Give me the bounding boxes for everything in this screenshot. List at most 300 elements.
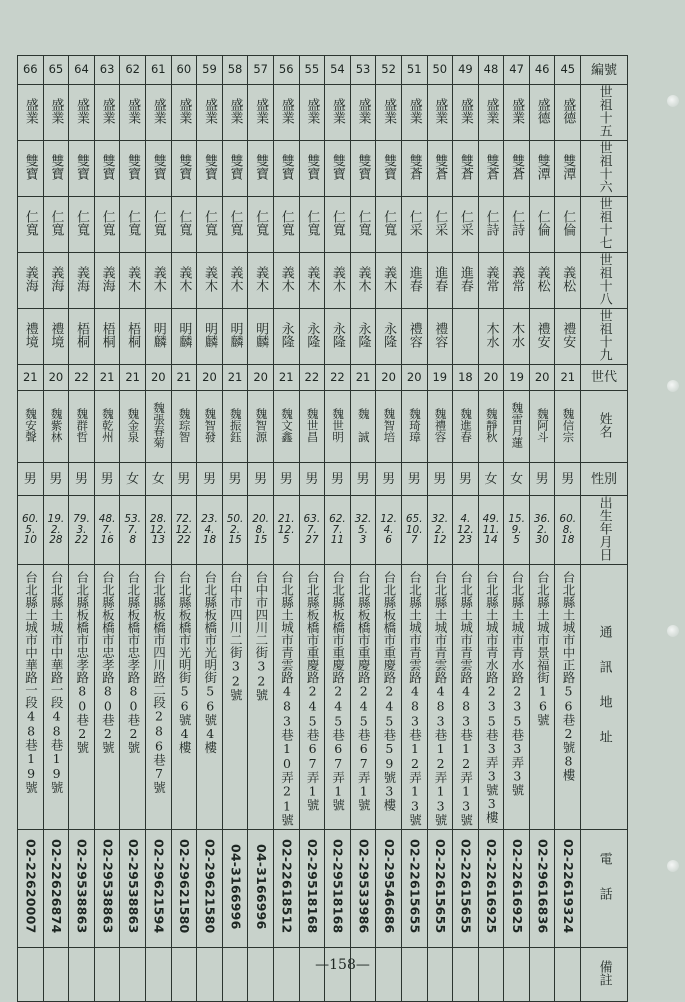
cell-sex xyxy=(376,463,402,496)
genealogy-register-table xyxy=(17,55,628,1002)
value-gen15: 盛業 xyxy=(22,98,38,124)
cell-name xyxy=(504,391,530,463)
cell-sex xyxy=(197,463,223,496)
value-generation: 21 xyxy=(560,369,576,384)
value-generation: 21 xyxy=(355,369,371,384)
cell-gen15 xyxy=(43,85,69,141)
cell-gen18 xyxy=(325,253,351,309)
cell-gen18 xyxy=(478,253,504,309)
cell-gen19 xyxy=(94,309,120,365)
value-phone: 02-29538863 xyxy=(100,839,116,934)
value-gen16: 雙潭 xyxy=(534,154,550,180)
cell-gen19 xyxy=(427,309,453,365)
cell-sex xyxy=(171,463,197,496)
cell-gen19 xyxy=(197,309,223,365)
cell-gen17 xyxy=(453,197,479,253)
value-gen16: 雙寶 xyxy=(304,154,320,180)
value-gen18: 義松 xyxy=(560,266,576,292)
value-address: 台中市四川二街32號 xyxy=(228,571,244,701)
cell-address xyxy=(273,565,299,830)
cell-address xyxy=(504,565,530,830)
birth-m: 4. xyxy=(204,523,215,536)
value-number: 49 xyxy=(458,62,473,77)
cell-gen17 xyxy=(504,197,530,253)
birth-y: 21. xyxy=(277,513,295,526)
birth-d: 18 xyxy=(202,534,217,547)
value-gen16: 雙寶 xyxy=(176,154,192,180)
cell-generation xyxy=(299,365,325,391)
cell-gen18 xyxy=(504,253,530,309)
value-number: 61 xyxy=(150,62,166,77)
value-gen19: 木水 xyxy=(509,322,525,348)
value-address: 台北縣板橋市四川路二段286巷7號 xyxy=(151,571,167,794)
cell-address xyxy=(325,565,351,830)
value-gen15: 盛業 xyxy=(278,98,294,124)
cell-address xyxy=(171,565,197,830)
cell-gen18 xyxy=(453,253,479,309)
cell-gen17 xyxy=(69,197,95,253)
cell-generation xyxy=(453,365,479,391)
page-number: —158— xyxy=(315,957,370,973)
value-gen15: 盛業 xyxy=(73,98,89,124)
value-gen19: 禮境 xyxy=(48,322,64,348)
value-number: 46 xyxy=(534,62,550,77)
cell-note xyxy=(325,947,351,1001)
cell-name xyxy=(427,391,453,463)
value-gen17: 仁寬 xyxy=(48,210,64,236)
row-number xyxy=(18,56,628,85)
cell-birth xyxy=(18,496,44,565)
cell-address xyxy=(555,565,581,830)
value-name: 魏乾州 xyxy=(100,408,115,443)
cell-gen19 xyxy=(401,309,427,365)
value-gen19: 永隆 xyxy=(355,322,371,348)
cell-birth xyxy=(273,496,299,565)
cell-name xyxy=(478,391,504,463)
cell-gen18 xyxy=(43,253,69,309)
cell-number xyxy=(401,56,427,85)
cell-gen16 xyxy=(18,141,44,197)
birth-y: 60. xyxy=(21,513,39,526)
value-number: 60 xyxy=(176,62,192,77)
value-gen18: 義木 xyxy=(329,266,345,292)
cell-gen15 xyxy=(273,85,299,141)
cell-birth xyxy=(478,496,504,565)
cell-generation xyxy=(197,365,223,391)
cell-gen15 xyxy=(197,85,223,141)
cell-number xyxy=(145,56,171,85)
value-sex: 男 xyxy=(49,471,63,487)
value-address: 台北縣板橋市重慶路245巷67弄1號 xyxy=(356,571,372,811)
value-number: 51 xyxy=(406,62,422,77)
value-address: 台北縣土城市景福街16號 xyxy=(535,571,551,726)
cell-generation xyxy=(350,365,376,391)
birth-d: 10 xyxy=(23,534,37,547)
cell-gen16 xyxy=(453,141,479,197)
cell-address xyxy=(376,565,402,830)
birth-d: 14 xyxy=(484,534,498,547)
cell-gen16 xyxy=(197,141,223,197)
cell-address xyxy=(43,565,69,830)
value-number: 56 xyxy=(278,62,294,77)
header-gen16 xyxy=(581,141,628,197)
cell-address xyxy=(299,565,325,830)
cell-gen17 xyxy=(18,197,44,253)
cell-gen19 xyxy=(43,309,69,365)
value-address: 台中市四川二街32號 xyxy=(253,571,269,701)
cell-gen15 xyxy=(145,85,171,141)
value-gen17: 仁寬 xyxy=(125,210,141,236)
value-gen18: 義常 xyxy=(483,266,499,292)
value-gen16: 雙寶 xyxy=(381,154,397,180)
cell-generation xyxy=(427,365,453,391)
cell-birth xyxy=(299,496,325,565)
cell-gen16 xyxy=(325,141,351,197)
cell-phone xyxy=(299,829,325,947)
cell-gen18 xyxy=(171,253,197,309)
cell-gen15 xyxy=(325,85,351,141)
birth-d: 7 xyxy=(410,534,418,547)
cell-gen16 xyxy=(273,141,299,197)
cell-phone xyxy=(350,829,376,947)
value-address: 台北縣板橋市忠孝路80巷2號 xyxy=(125,571,141,754)
value-sex: 男 xyxy=(433,471,447,487)
value-number: 63 xyxy=(99,62,115,77)
value-sex: 女 xyxy=(510,471,524,487)
value-gen18: 義海 xyxy=(99,266,115,292)
header-label: 世代 xyxy=(591,370,618,385)
cell-gen18 xyxy=(120,253,146,309)
cell-generation xyxy=(401,365,427,391)
value-gen16: 雙寶 xyxy=(329,154,345,180)
cell-number xyxy=(120,56,146,85)
cell-gen15 xyxy=(350,85,376,141)
cell-birth xyxy=(145,496,171,565)
value-gen15: 盛業 xyxy=(304,98,320,124)
cell-note xyxy=(248,947,274,1001)
birth-m: 2. xyxy=(434,523,445,536)
value-name: 魏群哲 xyxy=(75,408,90,443)
cell-name xyxy=(453,391,479,463)
cell-name xyxy=(325,391,351,463)
cell-gen19 xyxy=(504,309,530,365)
row-birth xyxy=(18,496,628,565)
value-phone: 02-22626874 xyxy=(49,839,65,934)
cell-address xyxy=(120,565,146,830)
value-name: 魏靜秋 xyxy=(484,408,499,443)
value-phone: 02-22616925 xyxy=(509,839,525,934)
value-gen16: 雙寶 xyxy=(253,154,269,180)
row-note xyxy=(18,947,628,1001)
cell-note xyxy=(94,947,120,1001)
cell-gen19 xyxy=(120,309,146,365)
cell-birth xyxy=(529,496,555,565)
cell-phone xyxy=(453,829,479,947)
value-generation: 20 xyxy=(150,369,166,384)
birth-y: 32. xyxy=(431,513,449,526)
cell-phone xyxy=(427,829,453,947)
birth-d: 12 xyxy=(433,534,447,547)
cell-address xyxy=(222,565,248,830)
value-address: 台北縣土城市青雲路483巷10弄21號 xyxy=(279,571,295,826)
cell-number xyxy=(453,56,479,85)
cell-gen15 xyxy=(555,85,581,141)
cell-gen15 xyxy=(248,85,274,141)
value-gen19: 梧桐 xyxy=(73,322,89,348)
value-gen19: 梧桐 xyxy=(125,322,141,348)
cell-birth xyxy=(222,496,248,565)
value-gen18: 義木 xyxy=(176,266,192,292)
binding-hole xyxy=(667,625,679,637)
value-gen17: 仁寬 xyxy=(355,210,371,236)
birth-d: 16 xyxy=(100,534,114,547)
value-gen19: 明麟 xyxy=(176,322,192,348)
value-address: 台北縣土城市青水路235巷3弄3號3樓 xyxy=(484,571,500,824)
binding-hole xyxy=(667,860,679,872)
cell-gen17 xyxy=(325,197,351,253)
value-gen18: 義木 xyxy=(253,266,269,292)
value-address: 台北縣板橋市忠孝路80巷2號 xyxy=(100,571,116,754)
cell-gen16 xyxy=(529,141,555,197)
cell-gen16 xyxy=(145,141,171,197)
cell-gen18 xyxy=(529,253,555,309)
cell-gen19 xyxy=(69,309,95,365)
value-gen18: 義木 xyxy=(150,266,166,292)
cell-number xyxy=(248,56,274,85)
cell-note xyxy=(145,947,171,1001)
value-name: 魏阿斗 xyxy=(535,408,550,443)
value-phone: 02-22615655 xyxy=(433,839,449,934)
cell-note xyxy=(222,947,248,1001)
cell-name xyxy=(273,391,299,463)
cell-gen15 xyxy=(453,85,479,141)
value-address: 台北縣土城市青水路235巷3弄3號 xyxy=(509,571,525,796)
value-name: 魏紫林 xyxy=(49,408,64,443)
birth-d: 30 xyxy=(535,534,549,547)
cell-birth xyxy=(453,496,479,565)
cell-gen15 xyxy=(299,85,325,141)
row-generation xyxy=(18,365,628,391)
value-name: 魏琮智 xyxy=(177,408,192,443)
cell-gen19 xyxy=(18,309,44,365)
cell-name xyxy=(145,391,171,463)
value-gen15: 盛業 xyxy=(201,98,217,124)
value-address: 台北縣土城市中華路一段48巷19號 xyxy=(23,571,39,794)
value-gen16: 雙寶 xyxy=(48,154,64,180)
cell-gen19 xyxy=(376,309,402,365)
value-phone: 02-22620007 xyxy=(23,839,39,934)
cell-number xyxy=(197,56,223,85)
value-number: 55 xyxy=(304,62,320,77)
birth-m: 7. xyxy=(127,523,138,536)
header-label: 通訊地址 xyxy=(596,625,612,766)
value-phone: 02-29518168 xyxy=(305,839,321,934)
value-gen15: 盛業 xyxy=(227,98,243,124)
value-name: 魏智源 xyxy=(254,408,269,443)
value-sex: 男 xyxy=(305,471,319,487)
cell-number xyxy=(427,56,453,85)
cell-address xyxy=(427,565,453,830)
cell-phone xyxy=(248,829,274,947)
birth-m: 12. xyxy=(457,523,474,536)
value-gen16: 雙寶 xyxy=(201,154,217,180)
header-label: 世祖十六 xyxy=(596,141,612,193)
value-generation: 20 xyxy=(48,369,64,384)
cell-generation xyxy=(18,365,44,391)
cell-name xyxy=(350,391,376,463)
value-phone: 02-22616925 xyxy=(484,839,500,934)
value-generation: 22 xyxy=(330,369,345,384)
value-generation: 22 xyxy=(74,369,89,384)
header-label: 編號 xyxy=(591,62,618,78)
cell-name xyxy=(197,391,223,463)
cell-generation xyxy=(529,365,555,391)
header-label: 世祖十七 xyxy=(596,197,612,249)
value-sex: 男 xyxy=(177,471,191,487)
cell-phone xyxy=(18,829,44,947)
cell-gen18 xyxy=(299,253,325,309)
birth-m: 4. xyxy=(383,523,394,536)
value-gen18: 義海 xyxy=(73,266,89,292)
cell-note xyxy=(120,947,146,1001)
header-gen15 xyxy=(581,85,628,141)
birth-m: 10. xyxy=(405,523,423,536)
cell-phone xyxy=(555,829,581,947)
value-phone: 02-22615655 xyxy=(458,839,474,934)
cell-generation xyxy=(325,365,351,391)
cell-gen15 xyxy=(94,85,120,141)
value-gen16: 雙寶 xyxy=(278,154,294,180)
cell-birth xyxy=(248,496,274,565)
value-gen18: 義木 xyxy=(125,266,141,292)
value-phone: 02-29533986 xyxy=(356,839,372,934)
value-name: 魏進春 xyxy=(459,408,474,443)
value-generation: 21 xyxy=(278,369,294,384)
cell-name xyxy=(69,391,95,463)
cell-note xyxy=(529,947,555,1001)
value-gen18: 義海 xyxy=(22,266,38,292)
cell-note xyxy=(453,947,479,1001)
header-gen19 xyxy=(581,309,628,365)
cell-address xyxy=(197,565,223,830)
value-gen19: 明麟 xyxy=(150,322,166,348)
cell-birth xyxy=(325,496,351,565)
cell-sex xyxy=(325,463,351,496)
cell-gen16 xyxy=(248,141,274,197)
value-gen17: 仁寬 xyxy=(227,210,243,236)
header-gen17 xyxy=(581,197,628,253)
cell-gen16 xyxy=(350,141,376,197)
cell-address xyxy=(145,565,171,830)
cell-address xyxy=(401,565,427,830)
value-phone: 04-3166996 xyxy=(228,843,244,930)
value-gen16: 雙蒼 xyxy=(457,154,473,180)
value-generation: 20 xyxy=(534,369,550,384)
row-gen19 xyxy=(18,309,628,365)
cell-sex xyxy=(427,463,453,496)
cell-phone xyxy=(529,829,555,947)
cell-gen16 xyxy=(478,141,504,197)
birth-y: 4. xyxy=(460,513,471,526)
header-label: 性別 xyxy=(591,471,618,487)
value-sex: 男 xyxy=(330,471,344,487)
value-gen15: 盛業 xyxy=(432,98,448,124)
cell-gen17 xyxy=(529,197,555,253)
value-gen19: 禮境 xyxy=(22,322,38,348)
birth-y: 48. xyxy=(98,513,116,526)
value-address: 台北縣板橋市重慶路245巷67弄1號 xyxy=(305,571,321,811)
header-phone xyxy=(581,829,628,947)
cell-gen17 xyxy=(350,197,376,253)
value-gen15: 盛業 xyxy=(355,98,371,124)
header-label: 世祖十九 xyxy=(596,309,612,361)
cell-gen18 xyxy=(427,253,453,309)
cell-phone xyxy=(94,829,120,947)
cell-phone xyxy=(504,829,530,947)
cell-number xyxy=(69,56,95,85)
cell-sex xyxy=(273,463,299,496)
cell-gen17 xyxy=(120,197,146,253)
value-generation: 21 xyxy=(22,369,38,384)
value-gen17: 仁寬 xyxy=(253,210,269,236)
row-gen15 xyxy=(18,85,628,141)
row-sex xyxy=(18,463,628,496)
header-label: 備註 xyxy=(596,959,612,986)
birth-y: 49. xyxy=(482,513,500,526)
cell-address xyxy=(94,565,120,830)
cell-gen18 xyxy=(248,253,274,309)
cell-phone xyxy=(401,829,427,947)
value-address: 台北縣土城市青雲路483巷12弄13號 xyxy=(433,571,449,826)
value-name: 魏琦璋 xyxy=(407,408,422,443)
cell-address xyxy=(248,565,274,830)
cell-gen16 xyxy=(171,141,197,197)
cell-gen17 xyxy=(401,197,427,253)
cell-gen17 xyxy=(273,197,299,253)
value-phone: 02-29621594 xyxy=(151,839,167,934)
value-number: 52 xyxy=(381,62,396,77)
value-gen19: 明麟 xyxy=(253,322,269,348)
birth-y: 32. xyxy=(354,513,372,526)
birth-y: 63. xyxy=(303,513,321,526)
cell-gen17 xyxy=(222,197,248,253)
cell-note xyxy=(69,947,95,1001)
cell-gen16 xyxy=(120,141,146,197)
value-address: 台北縣板橋市光明街56號4樓 xyxy=(202,571,218,754)
cell-address xyxy=(478,565,504,830)
value-gen18: 義常 xyxy=(509,266,525,292)
value-gen15: 盛業 xyxy=(457,98,473,124)
cell-name xyxy=(94,391,120,463)
cell-gen16 xyxy=(299,141,325,197)
cell-note xyxy=(43,947,69,1001)
cell-number xyxy=(325,56,351,85)
cell-birth xyxy=(94,496,120,565)
value-gen16: 雙寶 xyxy=(150,154,166,180)
cell-gen18 xyxy=(94,253,120,309)
cell-generation xyxy=(43,365,69,391)
birth-y: 36. xyxy=(533,513,551,526)
birth-m: 7. xyxy=(306,523,317,536)
cell-gen18 xyxy=(69,253,95,309)
cell-gen19 xyxy=(453,309,479,365)
cell-gen15 xyxy=(401,85,427,141)
birth-d: 6 xyxy=(385,534,392,547)
header-generation xyxy=(581,365,628,391)
birth-y: 12. xyxy=(380,513,397,526)
value-name: 魏智發 xyxy=(203,408,218,443)
value-gen16: 雙寶 xyxy=(22,154,38,180)
